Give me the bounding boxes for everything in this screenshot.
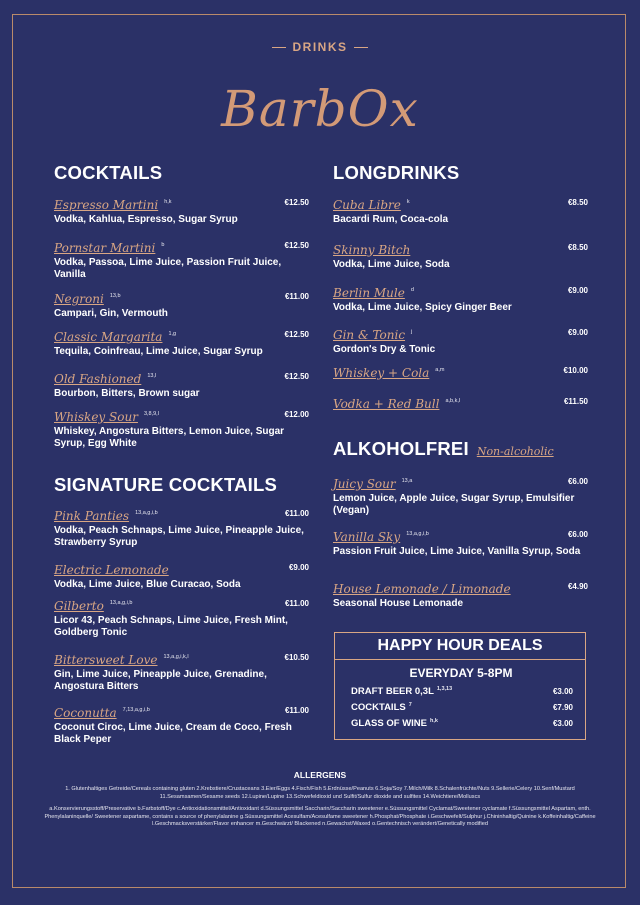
drink-description: Vodka, Peach Schnaps, Lime Juice, Pineapple Juice, Strawberry Syrup: [54, 525, 304, 548]
drink-description: Coconut Ciroc, Lime Juice, Cream de Coco, Fresh Black Peper: [54, 722, 292, 745]
drink-name: Cuba Libre: [333, 198, 401, 212]
menu-item: [333, 326, 588, 356]
alkoholfrei-title: ALKOHOLFREI: [333, 438, 469, 459]
drink-allergens: 13,a,g,i,b: [135, 509, 158, 516]
happy-hour-row: [351, 686, 573, 697]
drink-description: Whiskey, Angostura Bitters, Lemon Juice, Sugar Syrup, Egg White: [54, 426, 285, 449]
alkoholfrei-section-title: [333, 438, 554, 460]
menu-item: [54, 597, 309, 639]
drink-description: Licor 43, Peach Schnaps, Lime Juice, Fresh Mint, Goldberg Tonic: [54, 615, 288, 638]
drink-price: €6.00: [567, 530, 588, 539]
hh-price: €7.90: [552, 703, 573, 712]
drink-allergens: 13,l: [147, 372, 157, 379]
drink-allergens: 13,a,g,i,k,l: [163, 653, 189, 660]
happy-hour-subtitle: EVERYDAY 5-8PM: [409, 666, 513, 680]
hh-allergens: h,k: [430, 718, 438, 724]
allergens-footer: [40, 770, 600, 834]
drink-name: Espresso Martini: [54, 198, 159, 212]
drink-description: Vodka, Lime Juice, Soda: [333, 259, 450, 270]
drink-description: Vodka, Passoa, Lime Juice, Passion Fruit Juice, Vanilla: [54, 257, 282, 280]
header-line-left: [272, 47, 286, 48]
drink-allergens: 13,a,g,i,b: [109, 599, 133, 606]
drink-name: Electric Lemonade: [54, 563, 169, 577]
drink-allergens: h,k: [164, 198, 172, 205]
drink-description: Vodka, Kahlua, Espresso, Sugar Syrup: [54, 214, 238, 225]
menu-item: [333, 284, 588, 314]
drink-allergens: a,m: [435, 366, 445, 373]
drink-price: €8.50: [567, 198, 588, 207]
drink-name: Old Fashioned: [54, 372, 142, 386]
drink-price: €9.00: [567, 328, 588, 337]
drink-price: €6.00: [567, 477, 588, 486]
menu-item: [54, 328, 309, 358]
signature-section-title: [54, 474, 277, 496]
drink-allergens: 7,13,a,g,i,b: [122, 706, 150, 713]
hh-allergens: 1,3,13: [436, 686, 453, 692]
drink-description: Gin, Lime Juice, Pineapple Juice, Grenadine, Angostura Bitters: [54, 669, 267, 692]
drink-price: €4.90: [567, 582, 588, 591]
drink-price: €12.50: [284, 330, 309, 339]
cocktails-section-title: [54, 162, 162, 184]
drink-allergens: 13,b: [109, 292, 121, 299]
menu-item: [333, 364, 588, 382]
menu-item: [54, 561, 309, 591]
hh-label: COCKTAILS: [351, 702, 406, 714]
drink-price: €8.50: [567, 243, 588, 252]
allergens-title: ALLERGENS: [293, 770, 347, 780]
drink-price: €11.00: [284, 292, 309, 301]
drink-allergens: b: [161, 241, 165, 248]
menu-item: [54, 507, 309, 549]
drink-price: €12.50: [284, 241, 309, 250]
drink-allergens: 13,a,g,i,b: [406, 530, 429, 537]
drink-allergens: k: [406, 198, 410, 205]
signature-title: SIGNATURE COCKTAILS: [54, 474, 278, 495]
drink-price: €11.00: [284, 509, 309, 518]
hh-label: DRAFT BEER 0,3L: [351, 686, 434, 698]
drink-name: Pink Panties: [54, 509, 130, 523]
drink-allergens: a,b,k,l: [445, 397, 461, 404]
drink-name: Classic Margarita: [54, 330, 163, 344]
happy-hour-box: [334, 632, 586, 740]
drink-name: Whiskey + Cola: [333, 366, 430, 380]
drink-price: €11.50: [563, 397, 588, 406]
drink-allergens: 13,a: [401, 477, 413, 484]
drink-name: Berlin Mule: [333, 286, 405, 300]
drink-description: Lemon Juice, Apple Juice, Sugar Syrup, Emulsifier (Vegan): [333, 493, 575, 516]
drink-description: Passion Fruit Juice, Lime Juice, Vanilla Syrup, Soda: [333, 546, 581, 557]
drink-name: Whiskey Sour: [54, 410, 138, 424]
drink-description: Bacardi Rum, Coca-cola: [333, 214, 449, 225]
happy-hour-title: HAPPY HOUR DEALS: [335, 633, 585, 660]
drink-name: Gin & Tonic: [333, 328, 406, 342]
drink-name: Negroni: [54, 292, 104, 306]
drink-name: House Lemonade / Limonade: [333, 582, 511, 596]
cocktails-title: COCKTAILS: [54, 162, 163, 183]
menu-item: [54, 651, 309, 693]
menu-item: [54, 408, 309, 450]
drink-description: Bourbon, Bitters, Brown sugar: [54, 388, 200, 399]
drink-price: €11.00: [284, 706, 309, 715]
allergens-numbers: 1. Glutenhaltiges Getreide/Cereals containing gluten 2.Krebstiere/Crustaceans 3.Eier/Eggs 4.Fisch/Fish 5.Erdnüsse/Peanuts 6.Soja/Soy 7.Milch/Milk 8.Schalenfrüchte/Nuts 9.Sellerie/Celery 10.Senf/Mustard 11.Sesamsamen/Sesame seeds 12.Lupine/Lupine 13.Schwefeldioxid und Sulfit/Sulfur dioxide and sulfites 14.Weichtiere/Molluscs: [65, 786, 575, 800]
drink-description: Vodka, Lime Juice, Blue Curacao, Soda: [54, 579, 241, 590]
drink-name: Vodka + Red Bull: [333, 397, 440, 411]
menu-item: [333, 580, 588, 610]
drink-name: Juicy Sour: [333, 477, 396, 491]
brand-logo: BarbOx: [221, 80, 419, 138]
drink-name: Skinny Bitch: [333, 243, 411, 257]
drink-description: Vodka, Lime Juice, Spicy Ginger Beer: [333, 302, 512, 313]
drink-allergens: d: [410, 286, 414, 293]
hh-label: GLASS OF WINE: [351, 718, 427, 730]
drink-name: Vanilla Sky: [333, 530, 401, 544]
hh-price: €3.00: [552, 687, 573, 696]
drink-name: Coconutta: [54, 706, 117, 720]
menu-item: [333, 475, 588, 517]
happy-hour-row: [351, 718, 573, 729]
menu-item: [54, 370, 309, 400]
drink-allergens: 3,8,9,l: [143, 410, 159, 417]
drink-price: €12.50: [284, 372, 309, 381]
drink-description: Campari, Gin, Vermouth: [54, 308, 168, 319]
drink-name: Gilberto: [54, 599, 104, 613]
header-line-right: [354, 47, 368, 48]
drink-price: €9.00: [567, 286, 588, 295]
drink-price: €10.00: [563, 366, 588, 375]
longdrinks-title: LONGDRINKS: [333, 162, 460, 183]
drinks-label: DRINKS: [292, 40, 348, 54]
menu-item: [333, 196, 588, 226]
menu-item: [54, 290, 309, 320]
drink-allergens: j: [411, 328, 413, 335]
drink-description: Seasonal House Lemonade: [333, 598, 464, 609]
hh-price: €3.00: [552, 719, 573, 728]
drink-price: €10.50: [284, 653, 309, 662]
drink-name: Bittersweet Love: [54, 653, 158, 667]
menu-item: [54, 239, 309, 281]
drink-price: €12.50: [284, 198, 309, 207]
drink-price: €12.00: [284, 410, 309, 419]
drink-description: Tequila, Coinfreau, Lime Juice, Sugar Syrup: [54, 346, 263, 357]
alkoholfrei-subtitle: Non-alcoholic: [476, 445, 554, 458]
menu-item: [54, 196, 309, 226]
menu-item: [333, 395, 588, 413]
drink-name: Pornstar Martini: [54, 241, 156, 255]
drink-allergens: 1,g: [168, 330, 177, 337]
menu-item: [333, 528, 588, 558]
drink-description: Gordon's Dry & Tonic: [333, 344, 436, 355]
drink-price: €9.00: [288, 563, 309, 572]
menu-item: [333, 241, 588, 271]
happy-hour-row: [351, 702, 573, 713]
drink-price: €11.00: [284, 599, 309, 608]
drinks-header: [0, 40, 640, 54]
longdrinks-section-title: [333, 162, 459, 184]
menu-item: [54, 704, 309, 746]
hh-allergens: 7: [408, 702, 412, 708]
allergens-letters: a.Konservierungsstoff/Preservative b.Farbstoff/Dye c.Antioxidationsmittel/Antioxidant d.Süssungsmittel Saccharin/Saccharin sweetener e.Süssungsmittel Cyclamat/Sweetener cyclamate f.Süssungsmittel Aspartam, enth. Phenylalaninquelle/ Sweetener aspartame, contains a source of phenylalanine g.Süssungsmittel Acesulfam/Acesulfame sweetener h.Phosphat/Phosphate i.Geschwefelt/Sulphur j.Chininhaltig/Quinine k.Koffeinhaltig/Caffeine l.Geschmacksverstärker/Flavor enhancer m.Geschwärzt/ Blackened n.Gewachst/Waxed o.Gentechnisch verändert/Genetically modified: [44, 806, 596, 827]
